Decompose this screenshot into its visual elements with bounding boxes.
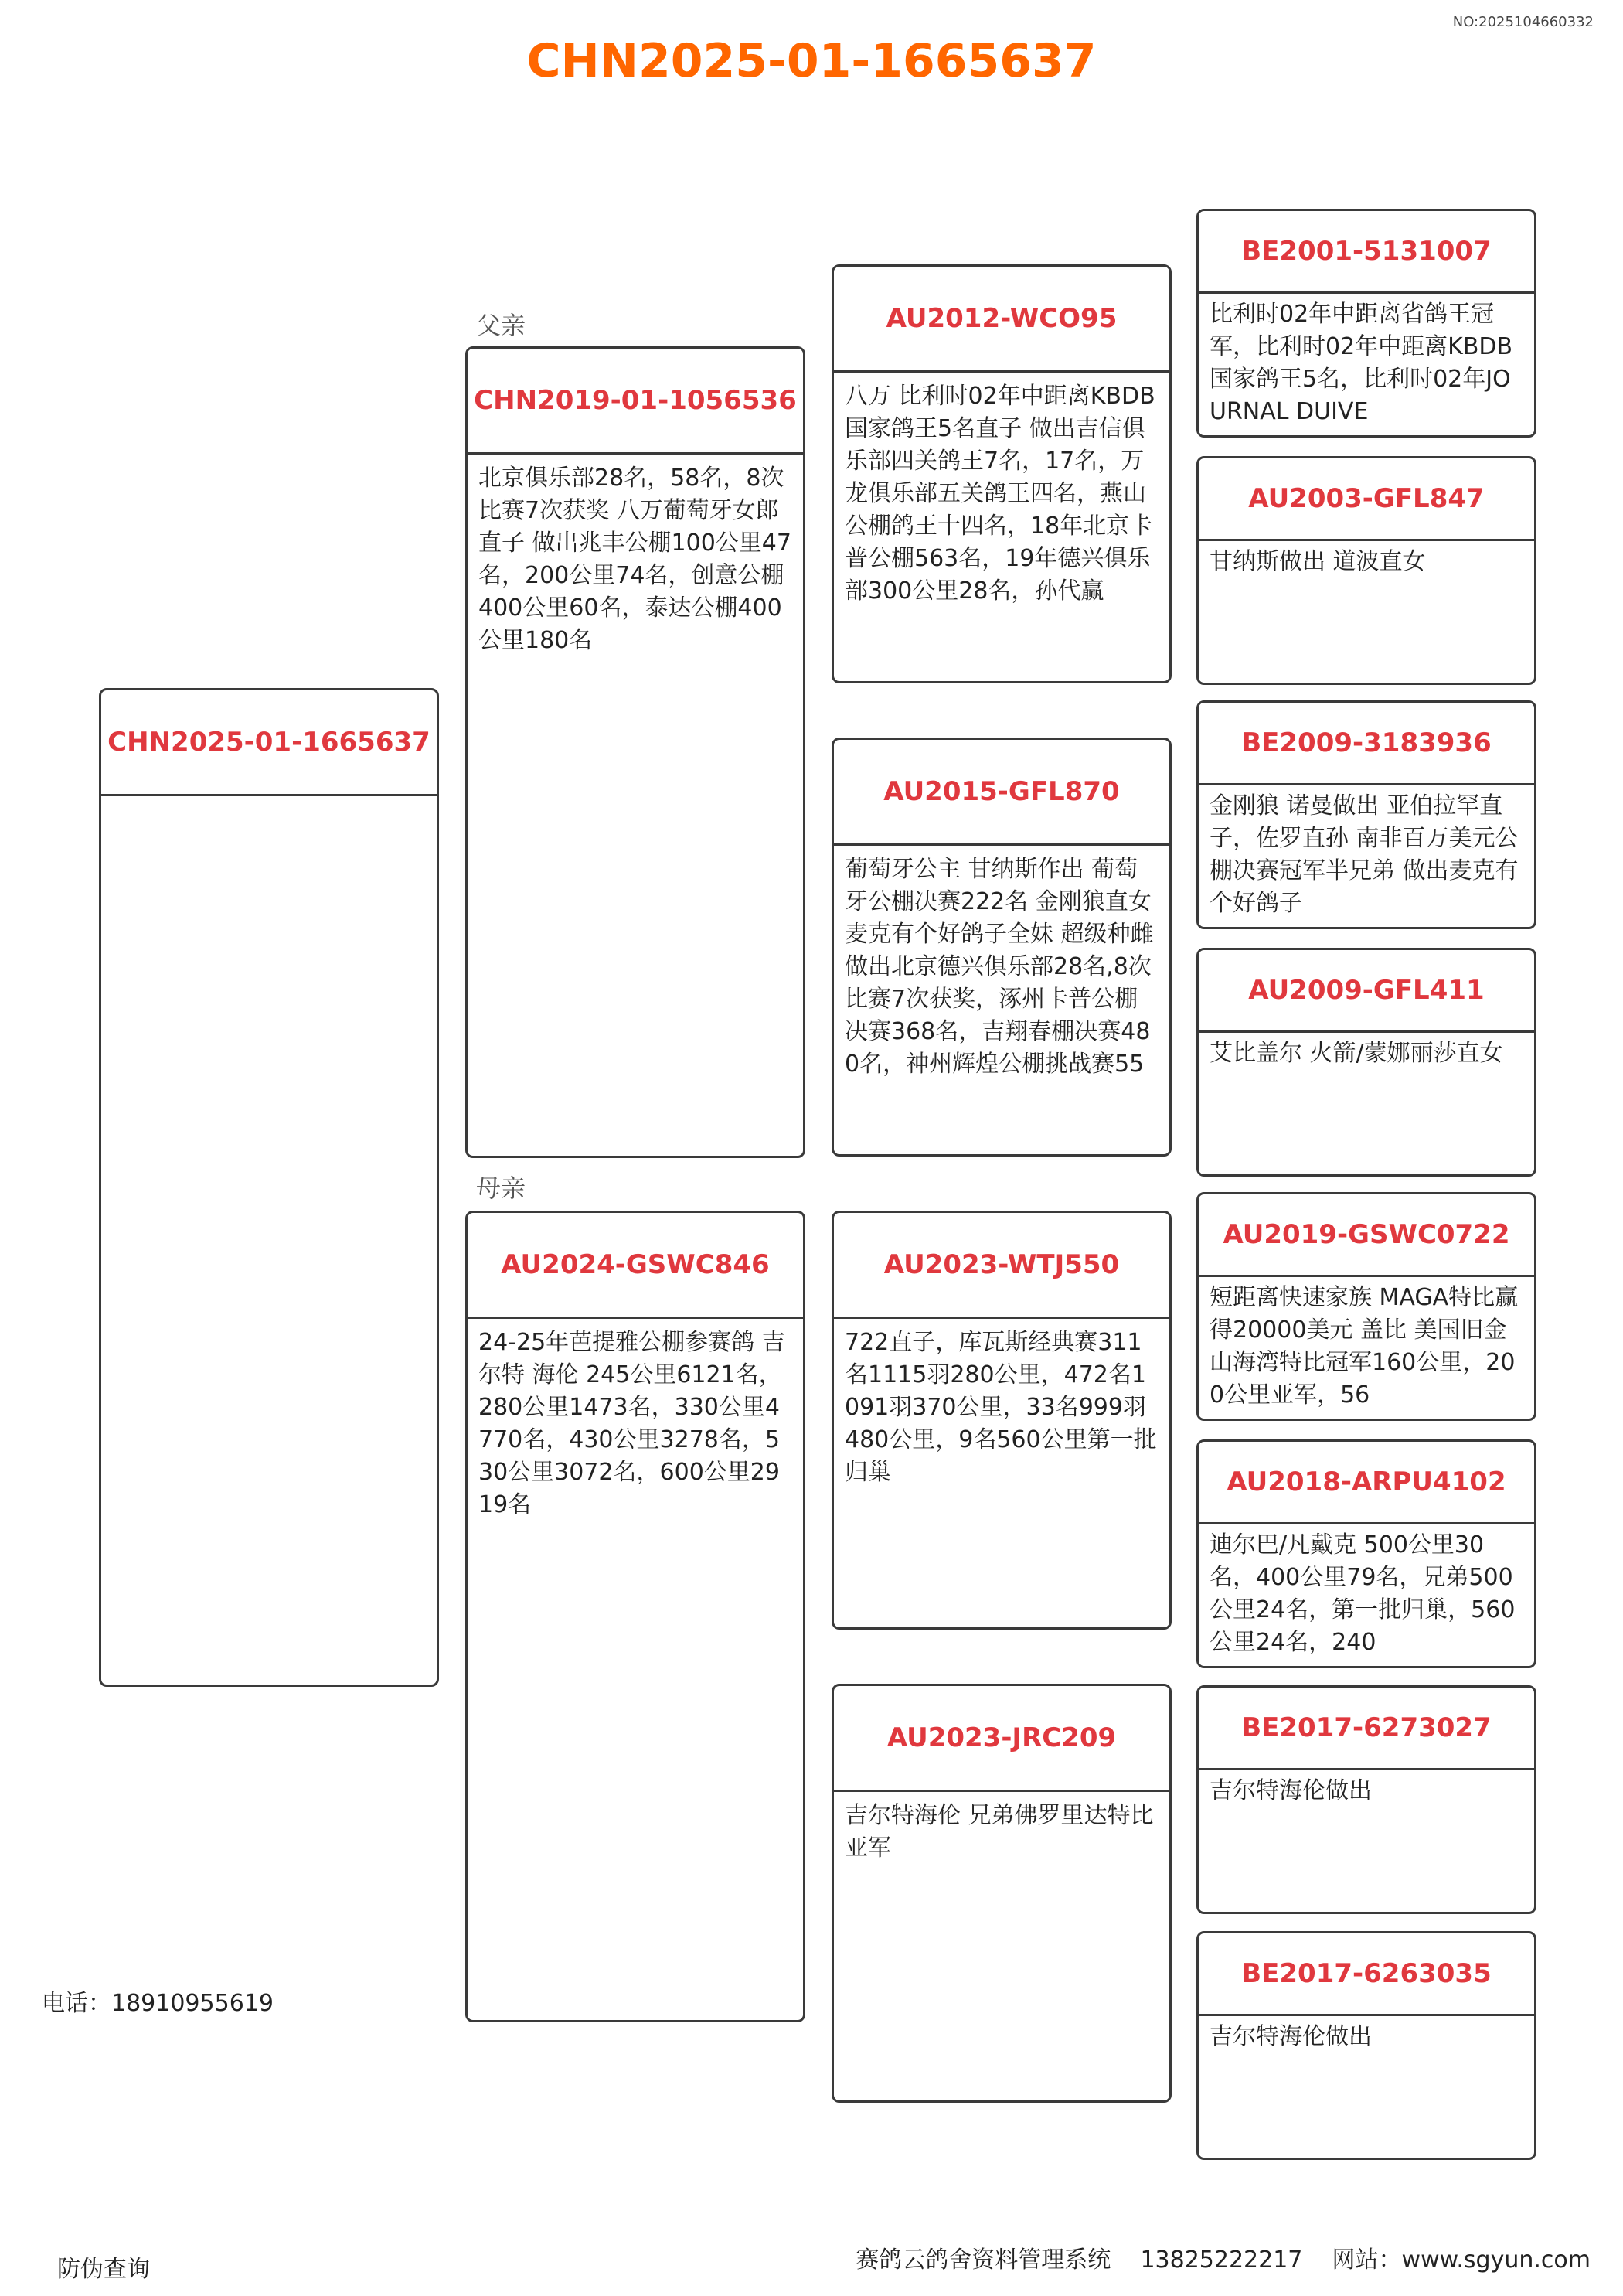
ring-number: AU2023-JRC209 (834, 1686, 1169, 1792)
card-description: 艾比盖尔 火箭/蒙娜丽莎直女 (1210, 1040, 1503, 1067)
pedigree-card-mother (465, 1211, 805, 2022)
pedigree-card-father (465, 346, 805, 1158)
pedigree-card-great-grandparent (1196, 1439, 1536, 1668)
ring-number: CHN2025-01-1665637 (101, 690, 437, 796)
father-label: 父亲 (476, 311, 526, 340)
ring-number: BE2017-6263035 (1199, 1933, 1534, 2016)
ring-number: BE2009-3183936 (1199, 703, 1534, 785)
document-number: NO:2025104660332 (1452, 14, 1594, 30)
pedigree-card-maternal-grandfather (832, 1211, 1172, 1630)
pedigree-card-subject (99, 688, 439, 1687)
card-description: 短距离快速家族 MAGA特比赢得20000美元 盖比 美国旧金山海湾特比冠军160公里，200公里亚军，56 (1210, 1284, 1519, 1409)
pedigree-card-maternal-grandmother (832, 1684, 1172, 2103)
card-description: 吉尔特海伦做出 (1210, 1777, 1372, 1804)
card-description: 北京俱乐部28名，58名，8次比赛7次获奖 八万葡萄牙女郎直子 做出兆丰公棚100公里47名，200公里74名，创意公棚400公里60名，泰达公棚400公里180名 (478, 465, 791, 654)
pedigree-card-great-grandparent (1196, 700, 1536, 929)
ring-number: CHN2019-01-1056536 (468, 349, 803, 455)
pedigree-card-great-grandparent (1196, 1192, 1536, 1421)
ring-number: BE2017-6273027 (1199, 1688, 1534, 1770)
card-description: 甘纳斯做出 道波直女 (1210, 548, 1426, 575)
card-description: 葡萄牙公主 甘纳斯作出 葡萄牙公棚决赛222名 金刚狼直女 麦克有个好鸽子全妹 超级种雌 做出北京德兴俱乐部28名,8次比赛7次获奖，涿州卡普公棚决赛368名，吉翔春棚决赛480名，神州辉煌公棚挑战赛55 (845, 856, 1154, 1078)
anti-counterfeit-link[interactable]: 防伪查询 (57, 2256, 150, 2283)
card-description: 24-25年芭提雅公棚参赛鸽 吉尔特 海伦 245公里6121名，280公里1473名，330公里4770名，430公里3278名，530公里3072名，600公里2919名 (478, 1329, 785, 1518)
card-description (101, 796, 437, 812)
ring-number: AU2023-WTJ550 (834, 1213, 1169, 1319)
card-description: 金刚狼 诺曼做出 亚伯拉罕直子，佐罗直孙 南非百万美元公棚决赛冠军半兄弟 做出麦克有个好鸽子 (1210, 792, 1519, 917)
mother-label: 母亲 (476, 1174, 526, 1203)
card-description: 迪尔巴/凡戴克 500公里30名，400公里79名，兄弟500公里24名，第一批归巢，560公里24名，240 (1210, 1531, 1516, 1656)
ring-number: BE2001-5131007 (1199, 211, 1534, 294)
pedigree-card-paternal-grandfather (832, 264, 1172, 683)
ring-number: AU2003-GFL847 (1199, 458, 1534, 541)
card-description: 722直子，库瓦斯经典赛311名1115羽280公里，472名1091羽370公里，33名999羽480公里，9名560公里第一批归巢 (845, 1329, 1157, 1486)
ring-number: AU2024-GSWC846 (468, 1213, 803, 1319)
ring-number: AU2015-GFL870 (834, 740, 1169, 846)
pedigree-card-great-grandparent (1196, 209, 1536, 438)
pedigree-card-great-grandparent (1196, 948, 1536, 1177)
card-description: 吉尔特海伦 兄弟佛罗里达特比亚军 (845, 1802, 1154, 1862)
card-description: 吉尔特海伦做出 (1210, 2023, 1372, 2050)
pedigree-card-great-grandparent (1196, 1931, 1536, 2160)
ring-number: AU2009-GFL411 (1199, 950, 1534, 1033)
card-description: 比利时02年中距离省鸽王冠军，比利时02年中距离KBDB国家鸽王5名，比利时02年JOURNAL DUIVE (1210, 301, 1513, 425)
pedigree-card-paternal-grandmother (832, 738, 1172, 1157)
ring-number: AU2018-ARPU4102 (1199, 1442, 1534, 1524)
footer-system-info: 赛鸽云鸽舍资料管理系统 13825222217 网站：www.sgyun.com (856, 2247, 1591, 2274)
ring-number: AU2012-WCO95 (834, 267, 1169, 373)
card-description: 八万 比利时02年中距离KBDB国家鸽王5名直子 做出吉信俱乐部四关鸽王7名，17名，万龙俱乐部五关鸽王四名，燕山公棚鸽王十四名，18年北京卡普公棚563名，19年德兴俱乐部300公里28名，孙代赢 (845, 383, 1155, 605)
page-title: CHN2025-01-1665637 (526, 34, 1097, 88)
pedigree-card-great-grandparent (1196, 456, 1536, 685)
ring-number: AU2019-GSWC0722 (1199, 1194, 1534, 1277)
phone-number: 电话：18910955619 (42, 1990, 274, 2017)
pedigree-card-great-grandparent (1196, 1685, 1536, 1914)
